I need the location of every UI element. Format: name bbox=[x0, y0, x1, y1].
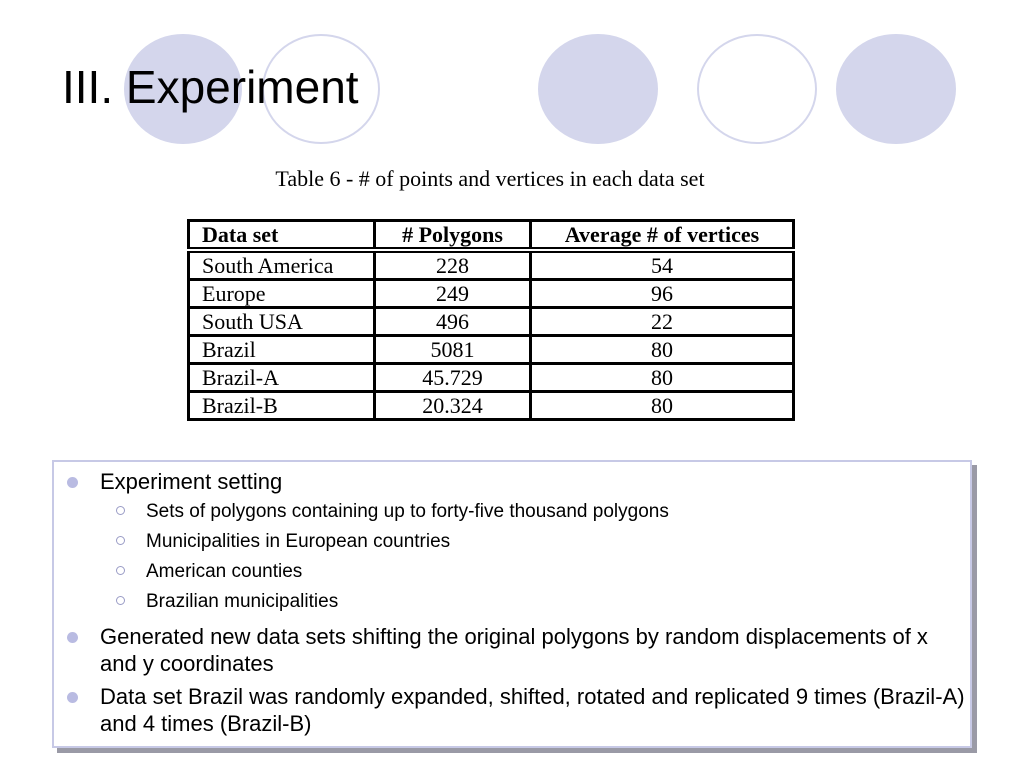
cell-polygons: 496 bbox=[375, 308, 531, 336]
decorative-circle-filled-3 bbox=[836, 34, 956, 144]
sub-bullet-ring-icon bbox=[116, 596, 125, 605]
cell-data-set: Europe bbox=[189, 280, 375, 308]
table-row bbox=[189, 280, 794, 308]
decorative-circle-outline-2 bbox=[697, 34, 817, 144]
sub-bullet-text: Municipalities in European countries bbox=[146, 531, 451, 552]
content-box bbox=[52, 460, 972, 748]
sub-bullet-item bbox=[100, 527, 970, 557]
cell-polygons: 228 bbox=[375, 250, 531, 280]
cell-data-set: Brazil bbox=[189, 336, 375, 364]
cell-data-set: South USA bbox=[189, 308, 375, 336]
slide-title: III. Experiment bbox=[62, 61, 359, 113]
table-row bbox=[189, 392, 794, 420]
cell-data-set: Brazil-B bbox=[189, 392, 375, 420]
table-row bbox=[189, 308, 794, 336]
table-caption: Table 6 - # of points and vertices in each data set bbox=[275, 166, 705, 191]
column-header-avg-vertices: Average # of vertices bbox=[531, 221, 794, 251]
cell-polygons: 5081 bbox=[375, 336, 531, 364]
table-row bbox=[189, 364, 794, 392]
bullet-dot-icon bbox=[67, 692, 78, 703]
sub-bullet-text: Brazilian municipalities bbox=[146, 591, 339, 612]
cell-avg-vertices: 96 bbox=[531, 280, 794, 308]
cell-avg-vertices: 22 bbox=[531, 308, 794, 336]
bullet-item bbox=[54, 468, 970, 617]
bullet-dot-icon bbox=[67, 477, 78, 488]
table-row bbox=[189, 336, 794, 364]
cell-avg-vertices: 80 bbox=[531, 392, 794, 420]
bullet-text: Data set Brazil was randomly expanded, shifted, rotated and replicated 9 times (Brazil-A) and 4 times (Brazil-B) bbox=[100, 684, 965, 736]
sub-bullet-list bbox=[100, 497, 970, 617]
cell-avg-vertices: 54 bbox=[531, 250, 794, 280]
bullet-item bbox=[54, 683, 970, 737]
bullet-text: Experiment setting bbox=[100, 469, 283, 494]
column-header-polygons: # Polygons bbox=[375, 221, 531, 251]
table-row bbox=[189, 250, 794, 280]
bullet-text: Generated new data sets shifting the original polygons by random displacements of x and y coordinates bbox=[100, 624, 928, 676]
cell-avg-vertices: 80 bbox=[531, 364, 794, 392]
table-header-row bbox=[189, 221, 794, 251]
cell-data-set: South America bbox=[189, 250, 375, 280]
sub-bullet-ring-icon bbox=[116, 566, 125, 575]
sub-bullet-item bbox=[100, 587, 970, 617]
sub-bullet-ring-icon bbox=[116, 506, 125, 515]
cell-data-set: Brazil-A bbox=[189, 364, 375, 392]
bullet-dot-icon bbox=[67, 632, 78, 643]
cell-avg-vertices: 80 bbox=[531, 336, 794, 364]
cell-polygons: 20.324 bbox=[375, 392, 531, 420]
cell-polygons: 249 bbox=[375, 280, 531, 308]
bullet-item bbox=[54, 623, 970, 677]
column-header-data-set: Data set bbox=[189, 221, 375, 251]
decorative-circle-filled-2 bbox=[538, 34, 658, 144]
sub-bullet-text: Sets of polygons containing up to forty-five thousand polygons bbox=[146, 501, 669, 522]
data-table bbox=[187, 219, 795, 421]
cell-polygons: 45.729 bbox=[375, 364, 531, 392]
sub-bullet-item bbox=[100, 497, 970, 527]
bullet-list bbox=[54, 462, 970, 737]
sub-bullet-item bbox=[100, 557, 970, 587]
sub-bullet-ring-icon bbox=[116, 536, 125, 545]
sub-bullet-text: American counties bbox=[146, 561, 303, 582]
